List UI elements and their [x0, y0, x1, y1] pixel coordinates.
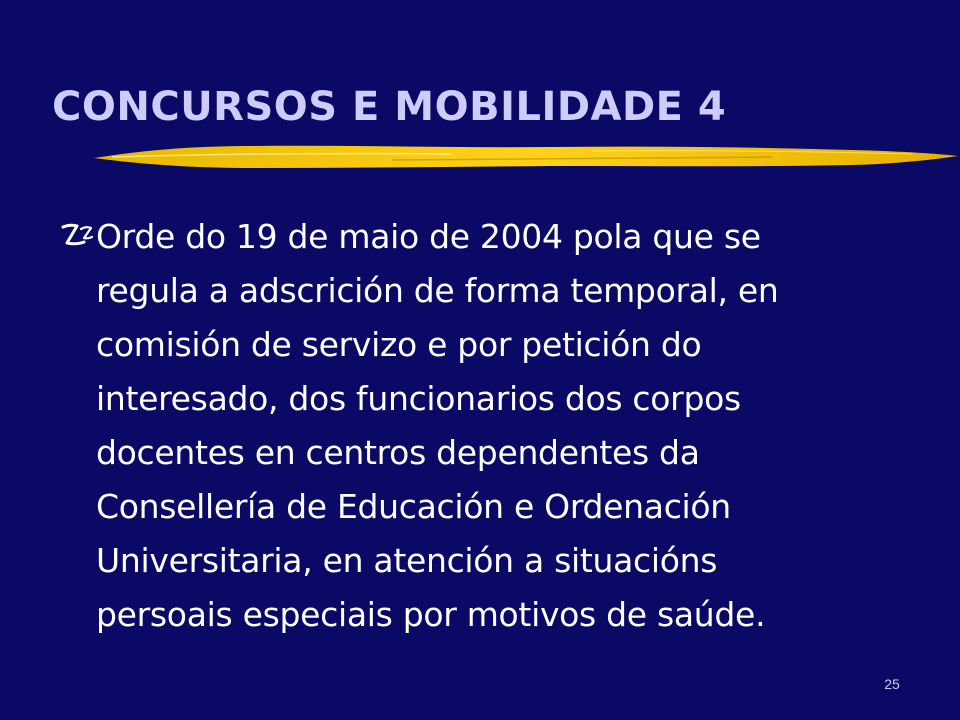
bullet-text — [56, 210, 916, 642]
bullet-text-line: comisión de servizo e por petición do — [96, 325, 702, 364]
slide-title: CONCURSOS E MOBILIDADE 4 — [52, 84, 727, 130]
z-bullet-icon — [60, 222, 94, 248]
bullet-text-line: interesado, dos funcionarios dos corpos — [96, 379, 741, 418]
bullet-text-line: Orde do 19 de maio de 2004 pola que se — [96, 217, 761, 256]
title-underline-stroke — [92, 138, 960, 178]
bullet-item — [56, 210, 916, 642]
page-number: 25 — [884, 676, 900, 692]
bullet-text-line: regula a adscrición de forma temporal, en — [96, 271, 779, 310]
bullet-text-line: Universitaria, en atención a situacións — [96, 541, 718, 580]
bullet-text-line: docentes en centros dependentes da — [96, 433, 700, 472]
bullet-text-line: persoais especiais por motivos de saúde. — [96, 595, 766, 634]
bullet-text-line: Consellería de Educación e Ordenación — [96, 487, 731, 526]
